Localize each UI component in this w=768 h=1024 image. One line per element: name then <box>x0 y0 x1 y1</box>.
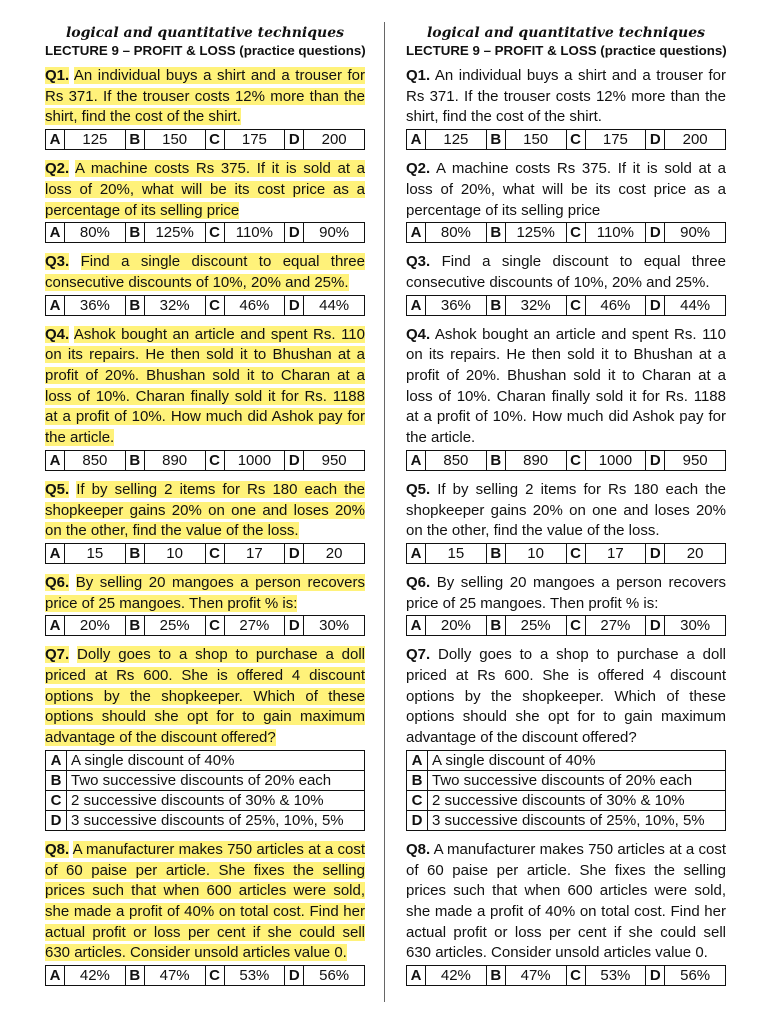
option-value: 90% <box>665 223 726 243</box>
question-block <box>45 840 365 986</box>
option-letter: A <box>407 223 426 243</box>
option-value: A single discount of 40% <box>67 750 365 770</box>
spacer <box>406 316 726 325</box>
option-letter: A <box>407 450 426 470</box>
option-letter: A <box>46 130 65 150</box>
question-number: Q7. <box>45 646 70 664</box>
question-body: A machine costs Rs 375. If it is sold at a loss of 20%, what will be its cost price as a percentage of its selling price <box>406 160 726 219</box>
spacer <box>406 471 726 480</box>
options-table <box>406 129 726 150</box>
option-letter: C <box>205 130 224 150</box>
question-block <box>406 573 726 645</box>
option-value: 850 <box>65 450 126 470</box>
question-block <box>45 252 365 324</box>
column-divider <box>384 22 385 1002</box>
options-row <box>46 295 365 315</box>
option-value: 175 <box>585 130 646 150</box>
question-body: If by selling 2 items for Rs 180 each the shopkeeper gains 20% on one and loses 20% on the other, find the value of the loss. <box>45 480 365 540</box>
option-letter: C <box>205 616 224 636</box>
question-block <box>406 325 726 480</box>
options-table <box>45 543 365 564</box>
question-text <box>406 480 726 542</box>
options-row <box>407 543 726 563</box>
lecture-title: LECTURE 9 – PROFIT & LOSS (practice questions) <box>406 43 727 58</box>
option-value: 3 successive discounts of 25%, 10%, 5% <box>428 810 726 830</box>
option-letter: D <box>285 295 304 315</box>
option-value: A single discount of 40% <box>428 750 726 770</box>
option-letter: A <box>46 750 67 770</box>
question-text <box>45 573 365 614</box>
plain-column <box>406 24 726 986</box>
option-value: 125% <box>144 223 205 243</box>
option-value: Two successive discounts of 20% each <box>67 770 365 790</box>
option-value: 46% <box>585 295 646 315</box>
option-value: 950 <box>304 450 365 470</box>
question-block <box>45 480 365 573</box>
question-number: Q7. <box>406 646 431 664</box>
spacer <box>406 831 726 840</box>
question-body: Find a single discount to equal three consecutive discounts of 10%, 20% and 25%. <box>45 253 365 291</box>
option-value: 44% <box>304 295 365 315</box>
question-block <box>406 480 726 573</box>
option-letter: C <box>566 450 585 470</box>
option-letter: B <box>486 543 505 563</box>
option-letter: D <box>285 450 304 470</box>
options-row <box>46 450 365 470</box>
option-value: 36% <box>65 295 126 315</box>
option-value: 125% <box>505 223 566 243</box>
option-value: 44% <box>665 295 726 315</box>
question-body: A manufacturer makes 750 articles at a cost of 60 paise per article. She fixes the selling prices such that when 600 articles were sold, she made a profit of 40% on total cost. Find her actual profit or loss per cent if she could sell 630 articles. Consider unsold articles value 0. <box>406 840 726 962</box>
option-letter: A <box>407 295 426 315</box>
question-text <box>45 159 365 221</box>
option-row <box>46 790 365 810</box>
question-text <box>406 645 726 749</box>
option-letter: A <box>46 295 65 315</box>
options-table <box>45 615 365 636</box>
option-row <box>407 790 726 810</box>
option-letter: C <box>46 790 67 810</box>
option-letter: D <box>407 810 428 830</box>
option-letter: D <box>646 223 665 243</box>
question-body: Ashok bought an article and spent Rs. 110 on its repairs. He then sold it to Bhushan at a profit of 20%. Bhushan sold it to Charan at a loss of 10%. Charan finally sold it for Rs. 1188 at a profit of 10%. How much did Ashok pay for the article. <box>406 325 726 447</box>
option-letter: C <box>205 450 224 470</box>
option-value: 27% <box>224 616 285 636</box>
question-number: Q3. <box>45 253 70 271</box>
options-row <box>46 130 365 150</box>
question-block <box>45 66 365 159</box>
question-block <box>406 645 726 840</box>
option-value: 950 <box>665 450 726 470</box>
option-value: Two successive discounts of 20% each <box>428 770 726 790</box>
option-value: 42% <box>426 966 487 986</box>
options-table <box>406 543 726 564</box>
option-letter: A <box>407 616 426 636</box>
option-letter: D <box>646 295 665 315</box>
question-body: By selling 20 mangoes a person recovers price of 25 mangoes. Then profit % is: <box>406 573 726 612</box>
question-body: A manufacturer makes 750 articles at a cost of 60 paise per article. She fixes the selling prices such that when 600 articles were sold, she made a profit of 40% on total cost. Find her actual profit or loss per cent if she could sell 630 articles. Consider unsold articles value 0. <box>45 840 365 962</box>
option-letter: C <box>566 130 585 150</box>
spacer <box>45 564 365 573</box>
option-value: 2 successive discounts of 30% & 10% <box>67 790 365 810</box>
question-number: Q5. <box>406 480 431 498</box>
question-number: Q1. <box>406 67 431 84</box>
option-value: 56% <box>304 966 365 986</box>
option-letter: B <box>46 770 67 790</box>
question-text <box>45 66 365 128</box>
option-value: 46% <box>224 295 285 315</box>
option-letter: B <box>486 450 505 470</box>
option-value: 15 <box>426 543 487 563</box>
option-letter: B <box>486 223 505 243</box>
option-value: 125 <box>65 130 126 150</box>
spacer <box>45 471 365 480</box>
option-letter: D <box>646 616 665 636</box>
question-body: Find a single discount to equal three consecutive discounts of 10%, 20% and 25%. <box>406 253 726 291</box>
options-table <box>45 222 365 243</box>
question-block <box>406 66 726 159</box>
option-value: 125 <box>426 130 487 150</box>
question-block <box>406 840 726 986</box>
option-letter: C <box>566 543 585 563</box>
option-letter: A <box>407 966 426 986</box>
question-block <box>45 159 365 252</box>
option-letter: C <box>566 616 585 636</box>
question-text <box>45 252 365 293</box>
options-row <box>407 223 726 243</box>
option-value: 850 <box>426 450 487 470</box>
option-letter: B <box>125 295 144 315</box>
question-text <box>406 159 726 221</box>
option-row <box>407 810 726 830</box>
options-row <box>407 966 726 986</box>
highlighted-column <box>45 24 365 986</box>
option-letter: D <box>646 130 665 150</box>
question-text <box>406 252 726 293</box>
option-letter: B <box>125 130 144 150</box>
options-table <box>45 965 365 986</box>
option-value: 53% <box>585 966 646 986</box>
option-value: 30% <box>304 616 365 636</box>
question-block <box>406 252 726 324</box>
option-value: 2 successive discounts of 30% & 10% <box>428 790 726 810</box>
option-row <box>46 750 365 770</box>
question-text <box>406 840 726 964</box>
options-row <box>46 616 365 636</box>
options-list <box>406 750 726 831</box>
option-letter: B <box>486 616 505 636</box>
option-letter: A <box>46 223 65 243</box>
question-text <box>406 325 726 449</box>
option-letter: D <box>285 616 304 636</box>
option-letter: C <box>566 295 585 315</box>
option-value: 3 successive discounts of 25%, 10%, 5% <box>67 810 365 830</box>
option-value: 20% <box>65 616 126 636</box>
options-row <box>407 450 726 470</box>
spacer <box>45 243 365 252</box>
option-letter: C <box>566 223 585 243</box>
option-value: 30% <box>665 616 726 636</box>
question-text <box>45 325 365 449</box>
option-letter: C <box>205 543 224 563</box>
option-value: 15 <box>65 543 126 563</box>
question-number: Q2. <box>406 160 431 178</box>
options-row <box>46 223 365 243</box>
options-table <box>45 450 365 471</box>
option-letter: D <box>646 450 665 470</box>
options-table <box>406 615 726 636</box>
option-letter: D <box>285 543 304 563</box>
option-value: 47% <box>505 966 566 986</box>
option-value: 150 <box>505 130 566 150</box>
option-letter: A <box>46 616 65 636</box>
option-letter: A <box>407 543 426 563</box>
option-value: 890 <box>505 450 566 470</box>
question-number: Q6. <box>406 573 431 591</box>
option-value: 1000 <box>224 450 285 470</box>
spacer <box>45 150 365 159</box>
option-row <box>46 770 365 790</box>
options-table <box>406 295 726 316</box>
option-value: 80% <box>65 223 126 243</box>
option-value: 32% <box>144 295 205 315</box>
spacer <box>45 316 365 325</box>
question-number: Q5. <box>45 480 70 498</box>
question-body: An individual buys a shirt and a trouser for Rs 371. If the trouser costs 12% more than the shirt, find the cost of the shirt. <box>45 67 366 126</box>
question-block <box>45 645 365 840</box>
option-value: 110% <box>224 223 285 243</box>
options-row <box>46 543 365 563</box>
question-number: Q1. <box>45 67 70 84</box>
option-letter: C <box>407 790 428 810</box>
options-table <box>406 450 726 471</box>
option-value: 175 <box>224 130 285 150</box>
options-row <box>407 130 726 150</box>
options-row <box>407 616 726 636</box>
option-row <box>46 810 365 830</box>
options-list <box>45 750 365 831</box>
options-table <box>406 222 726 243</box>
option-value: 47% <box>144 966 205 986</box>
option-value: 56% <box>665 966 726 986</box>
option-letter: B <box>486 295 505 315</box>
option-value: 90% <box>304 223 365 243</box>
option-letter: B <box>125 223 144 243</box>
option-letter: B <box>125 450 144 470</box>
question-body: Ashok bought an article and spent Rs. 110 on its repairs. He then sold it to Bhushan at a profit of 20%. Bhushan sold it to Charan at a loss of 10%. Charan finally sold it for Rs. 1188 at a profit of 10%. How much did Ashok pay for the article. <box>45 325 365 447</box>
question-block <box>45 325 365 480</box>
question-number: Q4. <box>406 325 431 343</box>
question-text <box>45 840 365 964</box>
spacer <box>406 564 726 573</box>
option-value: 150 <box>144 130 205 150</box>
question-text <box>406 66 726 128</box>
question-text <box>45 645 365 749</box>
question-body: If by selling 2 items for Rs 180 each the shopkeeper gains 20% on one and loses 20% on the other, find the value of the loss. <box>406 480 726 540</box>
options-row <box>407 295 726 315</box>
option-letter: D <box>285 223 304 243</box>
question-body: Dolly goes to a shop to purchase a doll priced at Rs 600. She is offered 4 discount options by the shopkeeper. Which of these options should she opt for to gain maximum advantage of the discount offered? <box>406 646 726 747</box>
spacer <box>406 150 726 159</box>
options-table <box>45 295 365 316</box>
option-letter: B <box>486 966 505 986</box>
option-value: 890 <box>144 450 205 470</box>
question-text <box>406 573 726 614</box>
course-title: logical and quantitative techniques <box>65 25 345 41</box>
option-value: 53% <box>224 966 285 986</box>
options-table <box>406 965 726 986</box>
spacer <box>406 243 726 252</box>
options-row <box>46 966 365 986</box>
question-number: Q2. <box>45 160 70 178</box>
option-row <box>407 750 726 770</box>
option-letter: B <box>125 966 144 986</box>
option-value: 200 <box>304 130 365 150</box>
option-letter: C <box>205 295 224 315</box>
question-body: A machine costs Rs 375. If it is sold at a loss of 20%, what will be its cost price as a percentage of its selling price <box>45 160 365 219</box>
spacer <box>406 636 726 645</box>
option-letter: A <box>46 966 65 986</box>
option-value: 20 <box>665 543 726 563</box>
option-value: 32% <box>505 295 566 315</box>
option-value: 10 <box>144 543 205 563</box>
option-letter: C <box>566 966 585 986</box>
option-value: 20 <box>304 543 365 563</box>
question-number: Q3. <box>406 253 431 271</box>
option-value: 25% <box>144 616 205 636</box>
option-value: 80% <box>426 223 487 243</box>
question-text <box>45 480 365 542</box>
option-letter: D <box>285 130 304 150</box>
option-letter: A <box>407 750 428 770</box>
question-block <box>45 573 365 645</box>
option-letter: A <box>407 130 426 150</box>
option-value: 27% <box>585 616 646 636</box>
course-title: logical and quantitative techniques <box>426 25 706 41</box>
question-body: An individual buys a shirt and a trouser for Rs 371. If the trouser costs 12% more than the shirt, find the cost of the shirt. <box>406 67 727 126</box>
question-number: Q8. <box>45 840 70 858</box>
option-value: 36% <box>426 295 487 315</box>
option-value: 200 <box>665 130 726 150</box>
option-value: 110% <box>585 223 646 243</box>
option-row <box>407 770 726 790</box>
option-letter: A <box>46 450 65 470</box>
option-value: 17 <box>224 543 285 563</box>
option-letter: D <box>46 810 67 830</box>
question-body: By selling 20 mangoes a person recovers price of 25 mangoes. Then profit % is: <box>45 573 365 612</box>
option-letter: D <box>285 966 304 986</box>
option-value: 20% <box>426 616 487 636</box>
option-value: 17 <box>585 543 646 563</box>
option-letter: B <box>125 543 144 563</box>
question-body: Dolly goes to a shop to purchase a doll priced at Rs 600. She is offered 4 discount options by the shopkeeper. Which of these options should she opt for to gain maximum advantage of the discount offered? <box>45 646 365 747</box>
option-letter: C <box>205 966 224 986</box>
option-letter: D <box>646 543 665 563</box>
option-letter: B <box>407 770 428 790</box>
option-value: 25% <box>505 616 566 636</box>
option-letter: C <box>205 223 224 243</box>
question-number: Q8. <box>406 840 431 858</box>
spacer <box>45 831 365 840</box>
option-letter: D <box>646 966 665 986</box>
spacer <box>45 636 365 645</box>
question-block <box>406 159 726 252</box>
question-number: Q6. <box>45 573 70 591</box>
option-value: 42% <box>65 966 126 986</box>
option-value: 1000 <box>585 450 646 470</box>
options-table <box>45 129 365 150</box>
lecture-title: LECTURE 9 – PROFIT & LOSS (practice questions) <box>45 43 366 58</box>
option-letter: B <box>486 130 505 150</box>
option-value: 10 <box>505 543 566 563</box>
question-number: Q4. <box>45 325 70 343</box>
option-letter: A <box>46 543 65 563</box>
option-letter: B <box>125 616 144 636</box>
